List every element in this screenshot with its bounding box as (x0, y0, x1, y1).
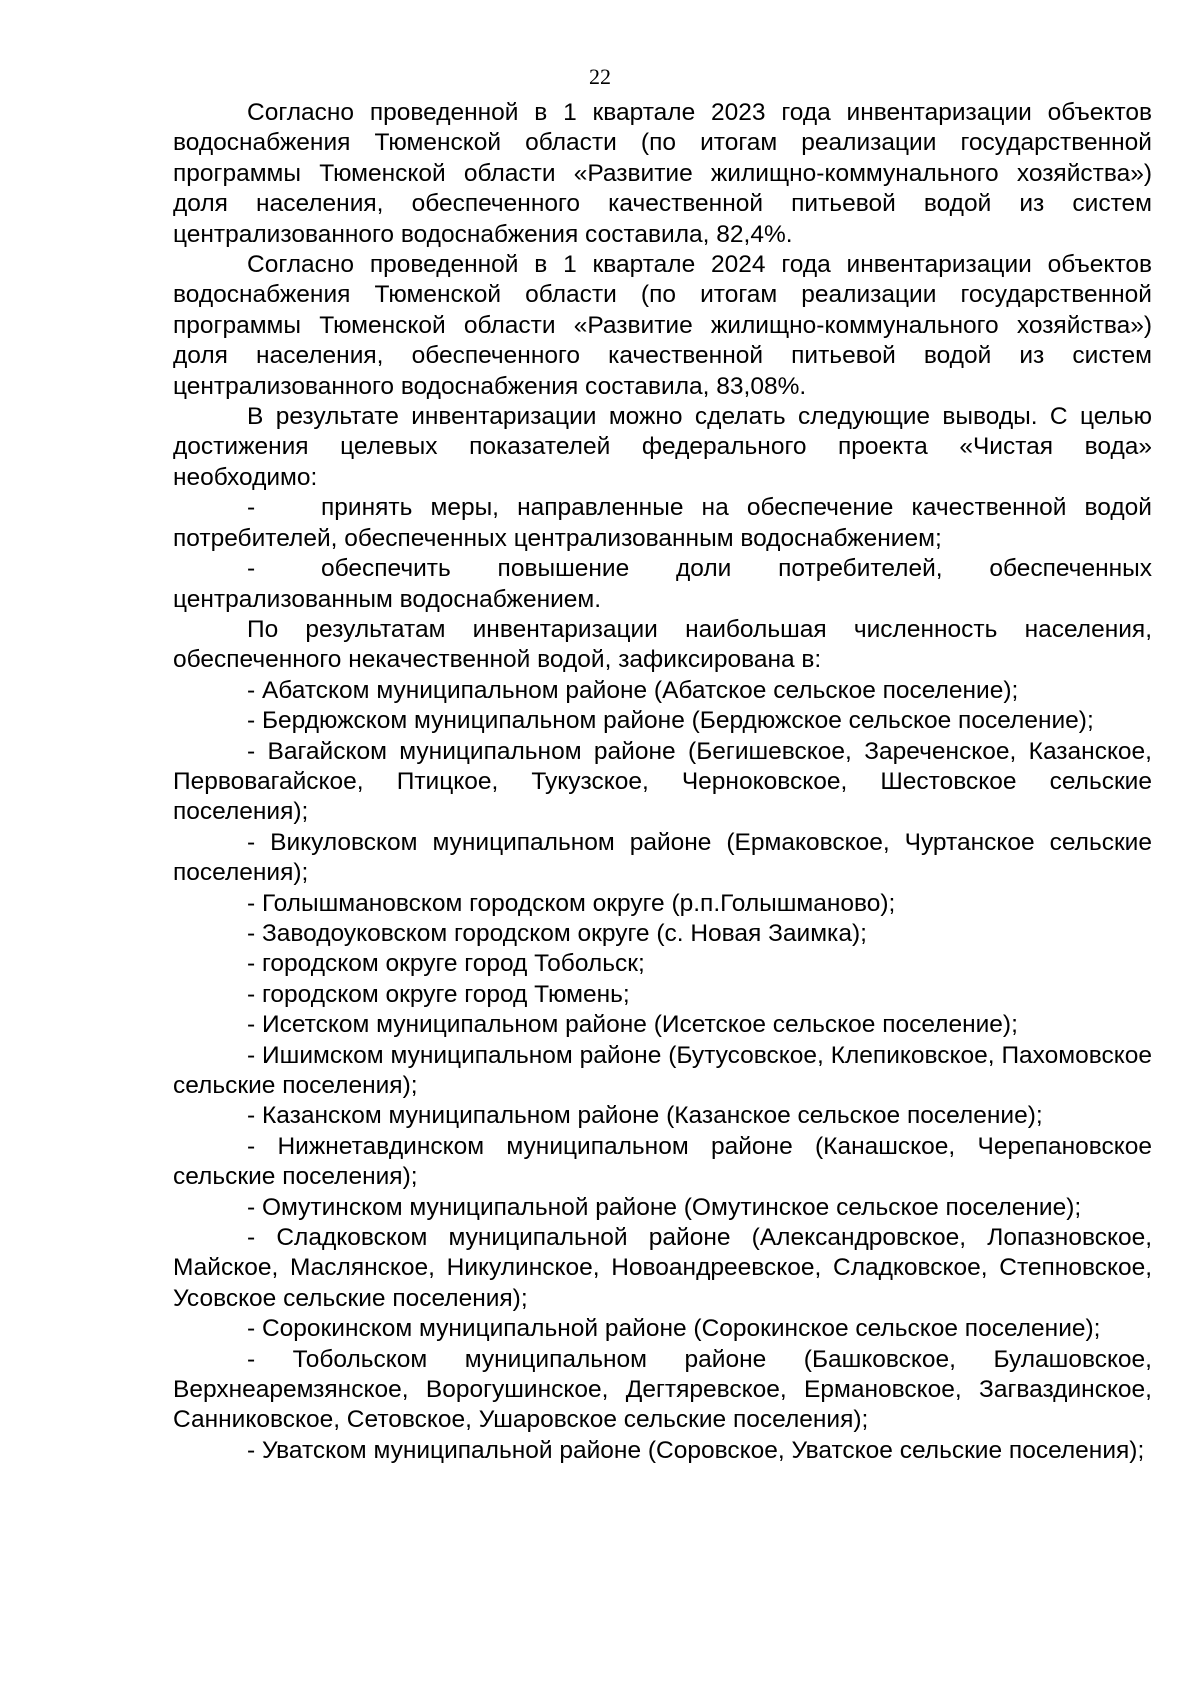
list-item: - Заводоуковском городском округе (с. Новая Заимка); (247, 919, 867, 947)
list-item: - Сладковском муниципальной районе (Александровское, Лопазновское, Майское, Маслянское, Никулинское, Новоандреевское, Сладковское, Степновское, Усовское сельские поселения); (173, 1224, 1152, 1312)
list-item: - Исетском муниципальном районе (Исетское сельское поселение); (247, 1011, 1018, 1039)
list-item: - Сорокинском муниципальной районе (Сорокинское сельское поселение); (247, 1315, 1101, 1343)
list-item: - Викуловском муниципальном районе (Ермаковское, Чуртанское сельские поселения); (173, 828, 1152, 887)
list-item: - городском округе город Тобольск; (247, 950, 645, 978)
list-item: - Тобольском муниципальном районе (Башковское, Булашовское, Верхнеаремзянское, Ворогушинское, Дегтяревское, Ермановское, Загваздинское, Санниковское, Сетовское, Ушаровское сельские поселения); (173, 1345, 1152, 1434)
list-item: - Казанском муниципальном районе (Казанское сельское поселение); (247, 1102, 1043, 1130)
list-item: - Ишимском муниципальном районе (Бутусовское, Клепиковское, Пахомовское сельские поселения); (173, 1041, 1152, 1099)
dash-item-text: принять меры, направленные на обеспечение качественной водой потребителей, обеспеченных централизованным водоснабжением; (173, 494, 1152, 552)
paragraph-conclusions: В результате инвентаризации можно сделать следующие выводы. С целью достижения целевых показателей федерального проекта «Чистая вода» необходимо: (173, 403, 1152, 491)
list-item: - Голышмановском городском округе (р.п.Голышманово); (247, 889, 896, 917)
page-number: 22 (589, 64, 611, 89)
dash-item-increase (173, 554, 1152, 615)
list-item: - Уватском муниципальной районе (Соровское, Уватское сельские поселения); (247, 1436, 1145, 1464)
list-item: - Абатском муниципальном районе (Абатское сельское поселение); (247, 676, 1019, 704)
paragraph-inventory-2023: Согласно проведенной в 1 квартале 2023 года инвентаризации объектов водоснабжения Тюменской области (по итогам реализации государственной программы Тюменской области «Развитие жилищно-коммунального хозяйства») доля населения, обеспеченного качественной питьевой водой из систем централизованного водоснабжения составила, 82,4%. (173, 99, 1152, 248)
list-item: - городском округе город Тюмень; (247, 980, 630, 1008)
paragraph-inventory-2024: Согласно проведенной в 1 квартале 2024 года инвентаризации объектов водоснабжения Тюменской области (по итогам реализации государственной программы Тюменской области «Развитие жилищно-коммунального хозяйства») доля населения, обеспеченного качественной питьевой водой из систем централизованного водоснабжения составила, 83,08%. (173, 251, 1152, 400)
paragraph-results: По результатам инвентаризации наибольшая численность населения, обеспеченного некачественной водой, зафиксирована в: (173, 615, 1152, 674)
dash-item-text: обеспечить повышение доли потребителей, обеспеченных централизованным водоснабжением. (173, 555, 1152, 613)
list-item: - Бердюжском муниципальном районе (Бердюжское сельское поселение); (247, 707, 1094, 735)
document-body (173, 98, 1152, 1466)
list-item: - Нижнетавдинском муниципальном районе (Канашское, Черепановское сельские поселения); (173, 1132, 1152, 1191)
list-item: - Омутинском муниципальной районе (Омутинское сельское поселение); (247, 1193, 1082, 1221)
dash-item-measures (173, 493, 1152, 554)
dash-mark: - (247, 494, 256, 522)
list-item: - Вагайском муниципальном районе (Бегишевское, Зареченское, Казанское, Первовагайское, Птицкое, Тукузское, Черноковское, Шестовское сельские поселения); (173, 737, 1152, 826)
dash-mark: - (247, 555, 256, 583)
